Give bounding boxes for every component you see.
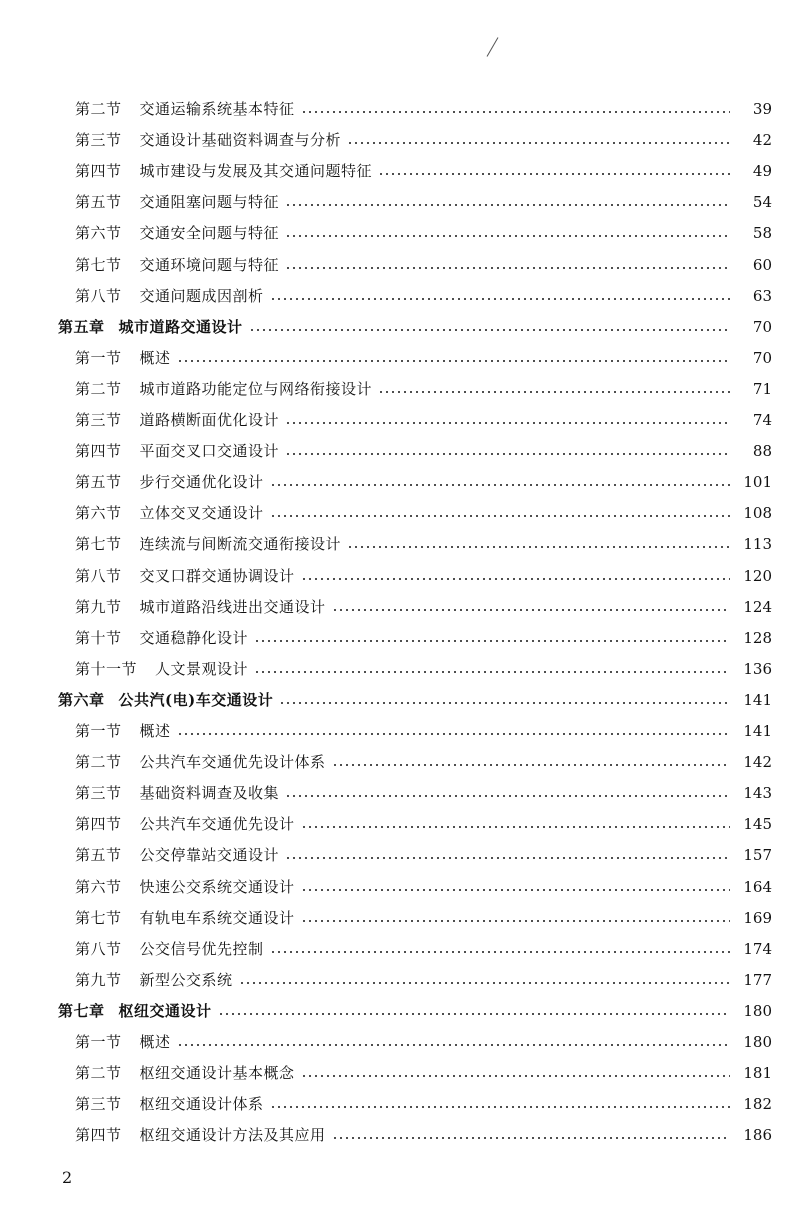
dot-leader bbox=[332, 1137, 730, 1139]
dot-leader bbox=[177, 1044, 730, 1046]
toc-page-number: 124 bbox=[743, 597, 772, 616]
toc-entry-number: 第七节 bbox=[75, 908, 122, 927]
dot-leader bbox=[239, 982, 730, 984]
toc-entry-number: 第三节 bbox=[75, 131, 122, 150]
toc-entry-label bbox=[75, 499, 264, 527]
toc-section-row[interactable] bbox=[0, 935, 790, 963]
dot-leader bbox=[332, 764, 730, 766]
toc-entry-label bbox=[75, 624, 248, 652]
toc-entry-title: 概述 bbox=[139, 348, 171, 367]
toc-page-number: 54 bbox=[752, 193, 772, 212]
dot-leader bbox=[301, 111, 730, 113]
toc-entry-number: 第六节 bbox=[75, 504, 122, 523]
toc-section-row[interactable] bbox=[0, 157, 790, 185]
toc-entry-label bbox=[58, 686, 273, 714]
toc-page-number: 71 bbox=[752, 379, 772, 398]
toc-page-number: 180 bbox=[743, 1001, 772, 1020]
toc-entry-title: 概述 bbox=[139, 1033, 171, 1051]
dot-leader bbox=[301, 889, 730, 891]
toc-page-number: 141 bbox=[743, 722, 772, 740]
toc-entry-number: 第四节 bbox=[75, 162, 122, 181]
toc-entry-title: 平面交叉口交通设计 bbox=[139, 442, 280, 461]
toc-entry-title: 公共汽车交通优先设计体系 bbox=[139, 753, 326, 772]
toc-entry-label bbox=[75, 1059, 295, 1087]
toc-page-number: 141 bbox=[743, 690, 772, 709]
toc-section-row[interactable] bbox=[0, 1028, 790, 1056]
toc-section-row[interactable] bbox=[0, 904, 790, 932]
toc-entry-label bbox=[75, 126, 341, 154]
dot-leader bbox=[378, 173, 730, 175]
toc-entry-number: 第一节 bbox=[75, 1033, 122, 1051]
toc-entry-title: 交通运输系统基本特征 bbox=[139, 100, 295, 118]
toc-entry-number: 第九节 bbox=[75, 597, 122, 616]
toc-entry-number: 第十一节 bbox=[75, 659, 138, 678]
toc-page-number: 136 bbox=[743, 659, 772, 678]
toc-chapter-row[interactable] bbox=[0, 997, 790, 1025]
toc-page-number: 182 bbox=[743, 1095, 772, 1114]
toc-entry-title: 城市建设与发展及其交通问题特征 bbox=[139, 162, 373, 181]
dot-leader bbox=[301, 826, 730, 828]
toc-entry-title: 公共汽(电)车交通设计 bbox=[118, 690, 274, 709]
toc-entry-title: 城市道路交通设计 bbox=[118, 317, 243, 336]
toc-entry-label bbox=[75, 251, 279, 279]
toc-entry-number: 第四节 bbox=[75, 1126, 122, 1145]
dot-leader bbox=[270, 515, 730, 517]
toc-entry-label bbox=[75, 344, 171, 372]
toc-section-row[interactable] bbox=[0, 1121, 790, 1149]
toc-page-number: 63 bbox=[752, 286, 772, 305]
dot-leader bbox=[270, 298, 730, 300]
toc-entry-title: 立体交叉交通设计 bbox=[139, 504, 264, 523]
toc-section-row[interactable] bbox=[0, 717, 790, 745]
dot-leader bbox=[285, 267, 730, 269]
toc-page-number: 70 bbox=[752, 348, 772, 367]
toc-entry-number: 第一节 bbox=[75, 348, 122, 367]
dot-leader bbox=[285, 235, 730, 237]
toc-entry-label bbox=[75, 282, 264, 310]
toc-entry-title: 连续流与间断流交通衔接设计 bbox=[139, 535, 342, 554]
toc-section-row[interactable] bbox=[0, 562, 790, 590]
toc-entry-number: 第五章 bbox=[58, 317, 105, 336]
toc-entry-number: 第八节 bbox=[75, 286, 122, 305]
toc-section-row[interactable] bbox=[0, 282, 790, 310]
toc-entry-label bbox=[75, 188, 279, 216]
toc-entry-number: 第七节 bbox=[75, 255, 122, 274]
toc-entry-number: 第二节 bbox=[75, 100, 122, 118]
toc-section-row[interactable] bbox=[0, 437, 790, 465]
toc-section-row[interactable] bbox=[0, 95, 790, 123]
toc-section-row[interactable] bbox=[0, 748, 790, 776]
dot-leader bbox=[347, 142, 730, 144]
toc-page-number: 145 bbox=[743, 815, 772, 834]
toc-entry-title: 基础资料调查及收集 bbox=[139, 784, 280, 803]
dot-leader bbox=[249, 329, 730, 331]
toc-entry-label bbox=[75, 873, 295, 901]
toc-entry-number: 第六章 bbox=[58, 690, 105, 709]
dot-leader bbox=[285, 204, 730, 206]
toc-section-row[interactable] bbox=[0, 499, 790, 527]
dot-leader bbox=[301, 1075, 730, 1077]
toc-chapter-row[interactable] bbox=[0, 686, 790, 714]
toc-page-number: 108 bbox=[743, 504, 772, 523]
toc-entry-title: 新型公交系统 bbox=[139, 970, 233, 989]
toc-entry-title: 概述 bbox=[139, 722, 171, 740]
toc-page-number: 113 bbox=[743, 535, 772, 554]
toc-page-number: 142 bbox=[743, 753, 772, 772]
toc-section-row[interactable] bbox=[0, 966, 790, 994]
toc-section-row[interactable] bbox=[0, 251, 790, 279]
toc-section-row[interactable] bbox=[0, 406, 790, 434]
toc-entry-label bbox=[75, 530, 341, 558]
toc-entry-title: 城市道路功能定位与网络衔接设计 bbox=[139, 379, 373, 398]
toc-entry-label bbox=[75, 593, 326, 621]
toc-entry-label bbox=[75, 95, 295, 123]
toc-entry-label bbox=[75, 1090, 264, 1118]
toc-page-number: 186 bbox=[743, 1126, 772, 1145]
toc-section-row[interactable] bbox=[0, 126, 790, 154]
toc-entry-title: 交通设计基础资料调查与分析 bbox=[139, 131, 342, 150]
toc-section-row[interactable] bbox=[0, 375, 790, 403]
toc-page-number: 164 bbox=[743, 877, 772, 896]
toc-page-number: 58 bbox=[752, 224, 772, 243]
toc-page-number: 39 bbox=[752, 100, 772, 118]
toc-page-number: 120 bbox=[743, 566, 772, 585]
dot-leader bbox=[301, 920, 730, 922]
toc-page-number: 88 bbox=[752, 442, 772, 461]
toc-page-number: 101 bbox=[743, 473, 772, 492]
toc-entry-title: 人文景观设计 bbox=[155, 659, 249, 678]
toc-page-number: 70 bbox=[752, 317, 772, 336]
toc-entry-number: 第六节 bbox=[75, 224, 122, 243]
toc-entry-label bbox=[75, 406, 279, 434]
toc-entry-title: 公交停靠站交通设计 bbox=[139, 846, 280, 865]
dot-leader bbox=[285, 453, 730, 455]
toc-page-number: 74 bbox=[752, 411, 772, 429]
toc-entry-title: 交通安全问题与特征 bbox=[139, 224, 280, 243]
toc-page-number: 157 bbox=[743, 846, 772, 865]
toc-page-number: 143 bbox=[743, 784, 772, 803]
toc-entry-number: 第五节 bbox=[75, 473, 122, 492]
toc-entry-label bbox=[58, 313, 243, 341]
toc-entry-label bbox=[75, 935, 264, 963]
toc-entry-label bbox=[75, 437, 279, 465]
toc-entry-label bbox=[75, 1028, 171, 1056]
toc-entry-title: 交通问题成因剖析 bbox=[139, 286, 264, 305]
dot-leader bbox=[254, 671, 730, 673]
dot-leader bbox=[332, 609, 730, 611]
toc-page-number: 169 bbox=[743, 908, 772, 927]
dot-leader bbox=[378, 391, 730, 393]
toc-entry-title: 枢纽交通设计 bbox=[118, 1001, 212, 1020]
toc-page-number: 49 bbox=[752, 162, 772, 181]
toc-entry-label bbox=[75, 717, 171, 745]
toc-section-row[interactable] bbox=[0, 468, 790, 496]
toc-section-row[interactable] bbox=[0, 344, 790, 372]
toc-entry-label bbox=[75, 219, 279, 247]
toc-page-number: 174 bbox=[743, 939, 772, 958]
toc-entry-label bbox=[75, 841, 279, 869]
page-number: 2 bbox=[62, 1168, 73, 1187]
toc-entry-title: 步行交通优化设计 bbox=[139, 473, 264, 492]
toc-entry-label bbox=[58, 997, 212, 1025]
toc-entry-number: 第二节 bbox=[75, 753, 122, 772]
toc-entry-title: 交叉口群交通协调设计 bbox=[139, 566, 295, 585]
toc-entry-label bbox=[75, 468, 264, 496]
toc-entry-number: 第三节 bbox=[75, 784, 122, 803]
toc-entry-title: 交通环境问题与特征 bbox=[139, 255, 280, 274]
toc-entry-title: 城市道路沿线进出交通设计 bbox=[139, 597, 326, 616]
dot-leader bbox=[270, 484, 730, 486]
toc-entry-title: 快速公交系统交通设计 bbox=[139, 877, 295, 896]
toc-section-row[interactable] bbox=[0, 219, 790, 247]
toc-entry-label bbox=[75, 779, 279, 807]
toc-entry-label bbox=[75, 375, 372, 403]
toc-section-row[interactable] bbox=[0, 655, 790, 683]
toc-section-row[interactable] bbox=[0, 1090, 790, 1118]
toc-entry-title: 枢纽交通设计方法及其应用 bbox=[139, 1126, 326, 1145]
toc-page-number: 180 bbox=[743, 1033, 772, 1051]
dot-leader bbox=[177, 360, 730, 362]
toc-section-row[interactable] bbox=[0, 873, 790, 901]
toc-page-number: 177 bbox=[743, 970, 772, 989]
toc-entry-label bbox=[75, 1121, 326, 1149]
dot-leader bbox=[285, 422, 730, 424]
toc-page-number: 60 bbox=[752, 255, 772, 274]
toc-entry-number: 第七章 bbox=[58, 1001, 105, 1020]
toc-entry-title: 有轨电车系统交通设计 bbox=[139, 908, 295, 927]
toc-entry-number: 第三节 bbox=[75, 411, 122, 429]
toc-section-row[interactable] bbox=[0, 530, 790, 558]
toc-entry-number: 第八节 bbox=[75, 939, 122, 958]
toc-entry-title: 交通稳静化设计 bbox=[139, 628, 249, 647]
toc-entry-number: 第五节 bbox=[75, 846, 122, 865]
dot-leader bbox=[301, 578, 730, 580]
toc-section-row[interactable] bbox=[0, 779, 790, 807]
dot-leader bbox=[279, 702, 730, 704]
dot-leader bbox=[285, 795, 730, 797]
dot-leader bbox=[347, 546, 730, 548]
pen-mark bbox=[487, 37, 499, 57]
toc-entry-number: 第七节 bbox=[75, 535, 122, 554]
toc-page-number: 128 bbox=[743, 628, 772, 647]
toc-entry-title: 公共汽车交通优先设计 bbox=[139, 815, 295, 834]
toc-entry-label bbox=[75, 748, 326, 776]
toc-section-row[interactable] bbox=[0, 624, 790, 652]
toc-entry-number: 第四节 bbox=[75, 442, 122, 461]
toc-entry-number: 第九节 bbox=[75, 970, 122, 989]
toc-entry-label bbox=[75, 157, 372, 185]
toc-entry-number: 第三节 bbox=[75, 1095, 122, 1114]
toc-section-row[interactable] bbox=[0, 1059, 790, 1087]
dot-leader bbox=[270, 951, 730, 953]
toc-entry-number: 第八节 bbox=[75, 566, 122, 585]
toc-page-number: 42 bbox=[752, 131, 772, 150]
toc-entry-title: 道路横断面优化设计 bbox=[139, 411, 280, 429]
toc-entry-label bbox=[75, 562, 295, 590]
toc-page-number: 181 bbox=[743, 1064, 772, 1083]
toc-section-row[interactable] bbox=[0, 841, 790, 869]
toc-entry-number: 第十节 bbox=[75, 628, 122, 647]
dot-leader bbox=[270, 1106, 730, 1108]
toc-entry-label bbox=[75, 904, 295, 932]
toc-entry-number: 第二节 bbox=[75, 379, 122, 398]
toc-entry-title: 交通阻塞问题与特征 bbox=[139, 193, 280, 212]
toc-entry-number: 第六节 bbox=[75, 877, 122, 896]
toc-section-row[interactable] bbox=[0, 188, 790, 216]
dot-leader bbox=[218, 1013, 730, 1015]
dot-leader bbox=[254, 640, 730, 642]
toc-entry-number: 第二节 bbox=[75, 1064, 122, 1083]
toc-entry-title: 枢纽交通设计基本概念 bbox=[139, 1064, 295, 1083]
toc-section-row[interactable] bbox=[0, 810, 790, 838]
toc-entry-title: 枢纽交通设计体系 bbox=[139, 1095, 264, 1114]
toc-entry-label bbox=[75, 966, 233, 994]
toc-entry-label bbox=[75, 655, 248, 683]
dot-leader bbox=[285, 857, 730, 859]
toc-entry-title: 公交信号优先控制 bbox=[139, 939, 264, 958]
toc-entry-label bbox=[75, 810, 295, 838]
toc-entry-number: 第四节 bbox=[75, 815, 122, 834]
dot-leader bbox=[177, 733, 730, 735]
toc-entry-number: 第五节 bbox=[75, 193, 122, 212]
toc-entry-number: 第一节 bbox=[75, 722, 122, 740]
toc-chapter-row[interactable] bbox=[0, 313, 790, 341]
toc-section-row[interactable] bbox=[0, 593, 790, 621]
